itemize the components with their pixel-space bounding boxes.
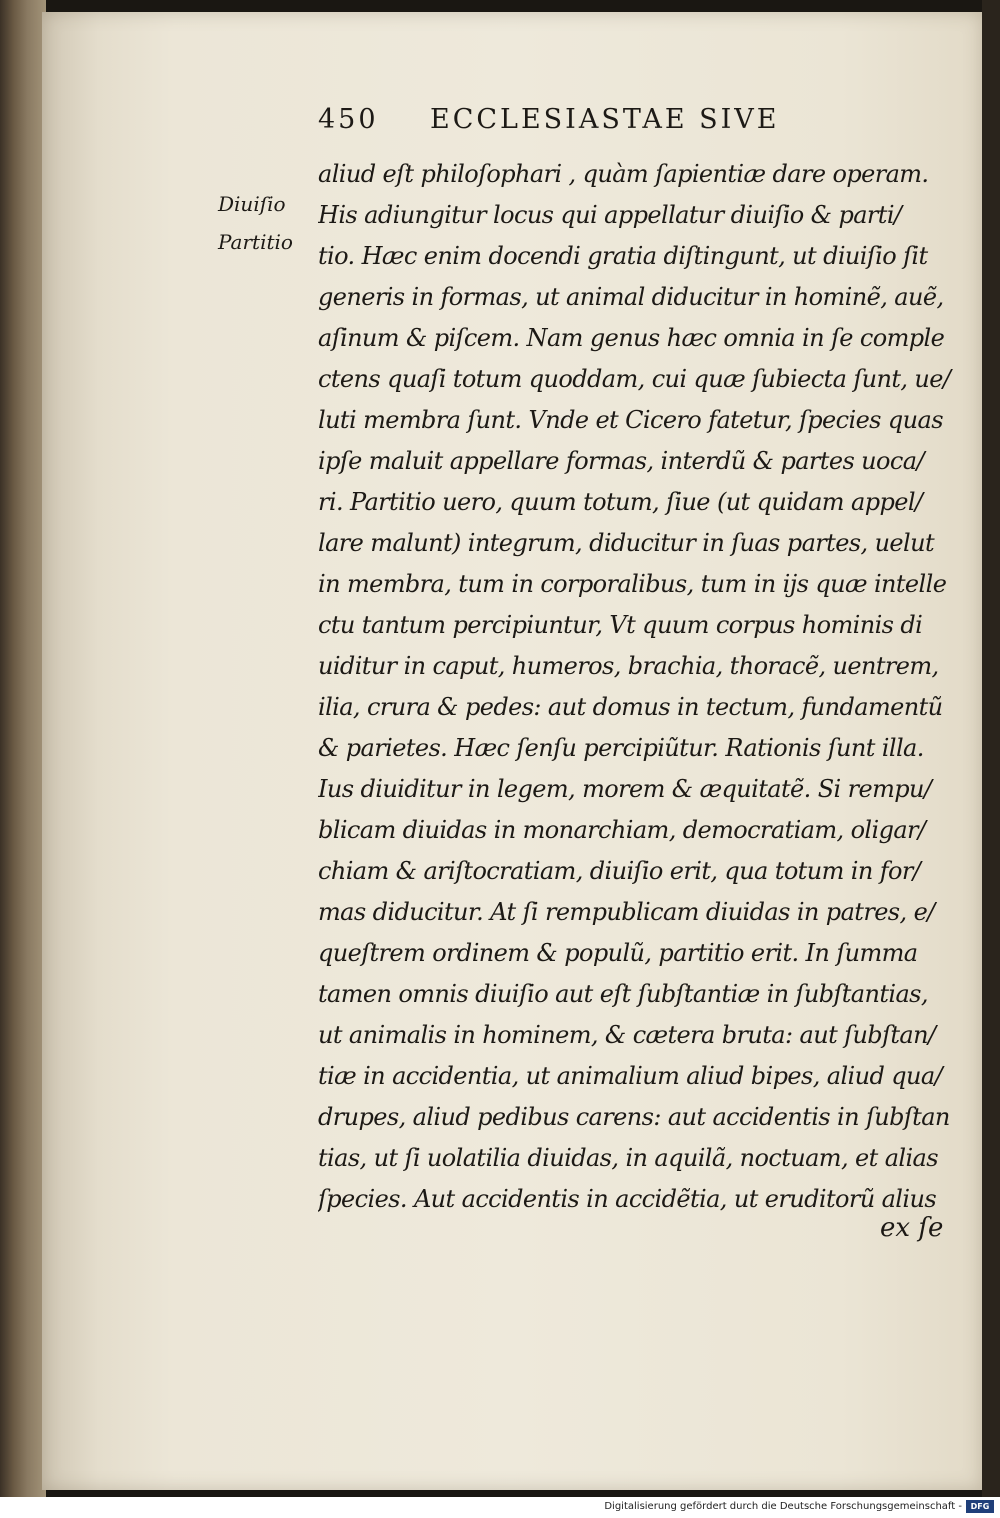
text-line: blicam diuidas in monarchiam, democratiam, oligar/ [318,816,926,844]
text-line: Ius diuiditur in legem, morem & æquitatẽ. Si rempu/ [318,775,932,803]
text-line: lare malunt) integrum, diducitur in ſuas partes, uelut [318,529,935,557]
text-line: in membra, tum in corporalibus, tum in ijs quæ intelle [318,570,947,598]
text-line: His adiungitur locus qui appellatur diuiſio & parti/ [318,201,902,229]
text-line: ctu tantum percipiuntur, Vt quum corpus hominis di [318,611,923,639]
body-text [318,154,968,1220]
text-line: aſinum & piſcem. Nam genus hæc omnia in ſe comple [318,324,945,352]
catchword: ex ſe [880,1213,944,1243]
text-line: ri. Partitio uero, quum totum, ſiue (ut quidam appel/ [318,488,923,516]
text-line: ilia, crura & pedes: aut domus in tectum, fundamentũ [318,693,943,721]
text-line: aliud eſt philoſophari , quàm ſapientiæ dare operam. [318,160,929,188]
text-line: drupes, aliud pedibus carens: aut accidentis in ſubſtan [318,1103,950,1131]
page-number: 450 [318,104,379,135]
margin-note: Diuiſio [218,192,286,216]
text-line: chiam & ariſtocratiam, diuiſio erit, qua totum in for/ [318,857,921,885]
margin-notes [218,192,318,268]
text-line: ſpecies. Aut accidentis in accidẽtia, ut eruditorũ alius [318,1185,937,1213]
text-line: tias, ut ſi uolatilia diuidas, in aquilã, noctuam, et alias [318,1144,938,1172]
text-line: tiæ in accidentia, ut animalium aliud bipes, aliud qua/ [318,1062,943,1090]
dfg-logo: DFG [966,1500,994,1513]
running-head: ECCLESIASTAE SIVE [430,104,780,135]
text-line: luti membra ſunt. Vnde et Cicero fatetur, ſpecies quas [318,406,943,434]
text-line: uiditur in caput, humeros, brachia, thoracẽ, uentrem, [318,652,939,680]
text-line: ut animalis in hominem, & cætera bruta: aut ſubſtan/ [318,1021,936,1049]
text-line: tio. Hæc enim docendi gratia diſtingunt, ut diuiſio ſit [318,242,928,270]
text-line: & parietes. Hæc ſenſu percipiũtur. Rationis ſunt illa. [318,734,924,762]
text-line: tamen omnis diuiſio aut eſt ſubſtantiæ in ſubſtantias, [318,980,928,1008]
text-line: mas diducitur. At ſi rempublicam diuidas in patres, e/ [318,898,935,926]
footer-credit: Digitalisierung gefördert durch die Deutsche Forschungsgemeinschaft - [604,1501,962,1512]
text-line: ipſe maluit appellare formas, interdũ & partes uoca/ [318,447,924,475]
page-edge-shadow [982,0,1000,1497]
text-line: generis in formas, ut animal diducitur in hominẽ, auẽ, [318,283,944,311]
running-header [318,104,918,144]
text-line: ctens quaſi totum quoddam, cui quæ ſubiecta ſunt, ue/ [318,365,951,393]
binding-edge [0,0,46,1497]
margin-note: Partitio [218,230,293,254]
text-line: queſtrem ordinem & populũ, partitio erit. In ſumma [318,939,918,967]
footer-bar [0,1497,1000,1518]
